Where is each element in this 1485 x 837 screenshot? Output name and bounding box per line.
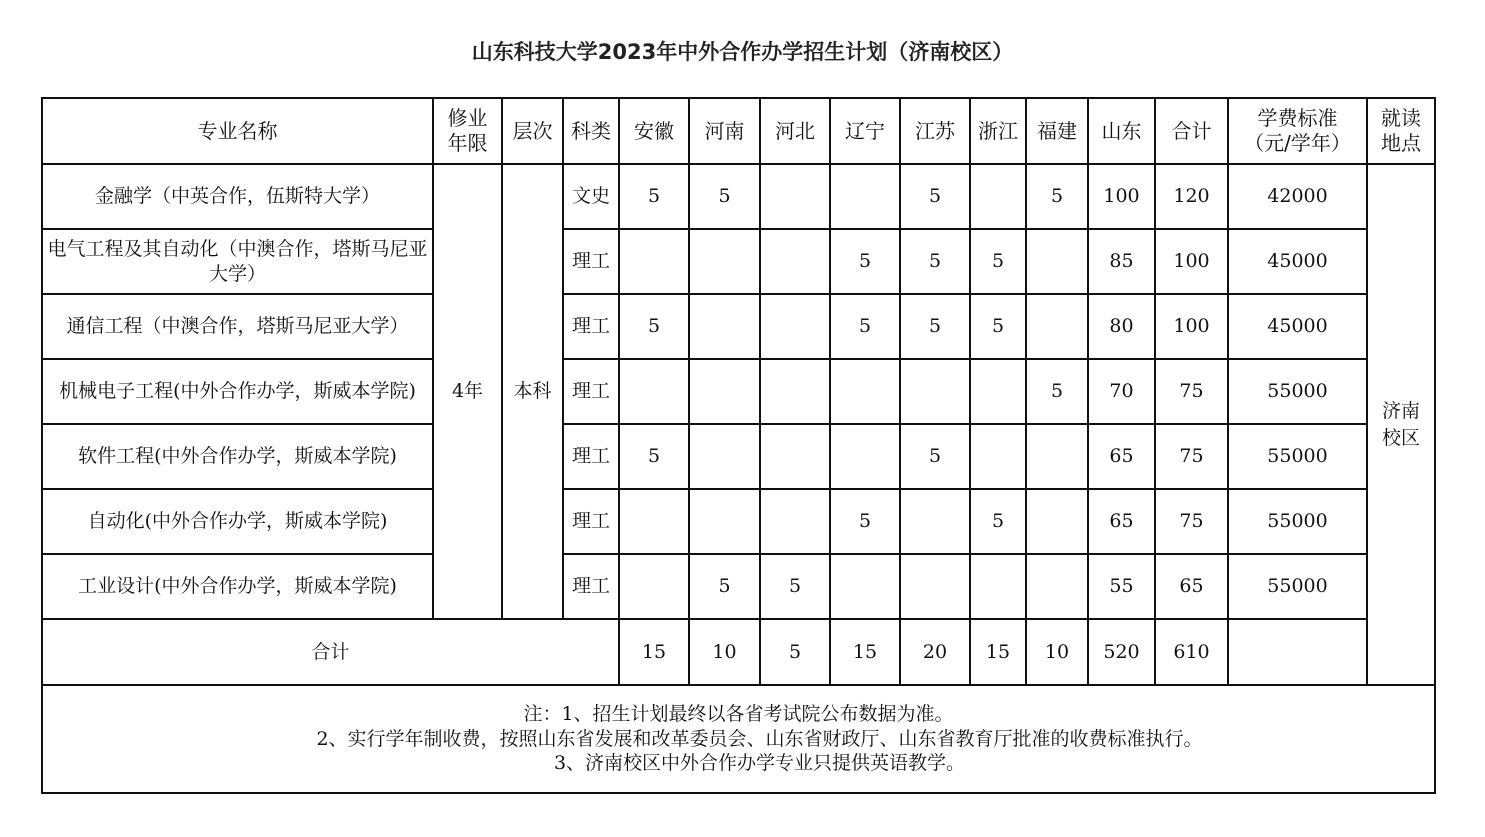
count-cell [689, 229, 760, 294]
page-title: 山东科技大学2023年中外合作办学招生计划（济南校区） [471, 40, 1014, 64]
header-level: 层次 [502, 98, 563, 164]
count-cell [760, 294, 830, 359]
major-name: 机械电子工程(中外合作办学，斯威本学院) [42, 359, 433, 424]
notes-cell [42, 685, 1435, 793]
count-cell: 5 [900, 294, 970, 359]
total-count-cell: 10 [689, 619, 760, 685]
tuition-cell: 55000 [1228, 554, 1367, 619]
note-line-1: 注：1、招生计划最终以各省考试院公布数据为准。 [523, 702, 954, 725]
row-total-cell: 75 [1155, 424, 1228, 489]
header-province-henan: 河南 [689, 98, 760, 164]
count-cell [970, 359, 1026, 424]
total-count-cell: 15 [970, 619, 1026, 685]
count-cell: 5 [1026, 164, 1088, 229]
total-count-cell: 520 [1088, 619, 1155, 685]
major-name: 自动化(中外合作办学，斯威本学院) [42, 489, 433, 554]
row-total-cell: 65 [1155, 554, 1228, 619]
count-cell [830, 164, 900, 229]
count-cell [760, 489, 830, 554]
total-count-cell: 15 [619, 619, 689, 685]
count-cell [689, 294, 760, 359]
count-cell [1026, 294, 1088, 359]
category-cell: 理工 [563, 489, 619, 554]
count-cell [760, 424, 830, 489]
count-cell: 5 [689, 554, 760, 619]
count-cell: 65 [1088, 489, 1155, 554]
count-cell [1026, 554, 1088, 619]
count-cell [970, 164, 1026, 229]
count-cell: 5 [970, 294, 1026, 359]
count-cell [689, 424, 760, 489]
count-cell [1026, 489, 1088, 554]
count-cell [619, 554, 689, 619]
tuition-cell: 55000 [1228, 424, 1367, 489]
totals-row [42, 619, 1435, 685]
row-total-cell: 75 [1155, 359, 1228, 424]
header-category: 科类 [563, 98, 619, 164]
count-cell: 5 [1026, 359, 1088, 424]
table-row [42, 294, 1435, 359]
header-province-shandong: 山东 [1088, 98, 1155, 164]
tuition-cell: 55000 [1228, 359, 1367, 424]
count-cell: 5 [970, 229, 1026, 294]
count-cell: 5 [830, 294, 900, 359]
header-total: 合计 [1155, 98, 1228, 164]
header-campus: 就读地点 [1367, 98, 1435, 164]
tuition-cell: 55000 [1228, 489, 1367, 554]
note-line-3: 3、济南校区中外合作办学专业只提供英语教学。 [553, 752, 966, 775]
count-cell [830, 554, 900, 619]
count-cell: 5 [830, 229, 900, 294]
count-cell [760, 229, 830, 294]
count-cell [1026, 229, 1088, 294]
major-name: 金融学（中英合作，伍斯特大学） [42, 164, 433, 229]
count-cell [830, 359, 900, 424]
header-province-fujian: 福建 [1026, 98, 1088, 164]
header-province-anhui: 安徽 [619, 98, 689, 164]
count-cell: 5 [619, 424, 689, 489]
count-cell [900, 489, 970, 554]
major-name: 软件工程(中外合作办学，斯威本学院) [42, 424, 433, 489]
table-row [42, 424, 1435, 489]
count-cell: 5 [689, 164, 760, 229]
category-cell: 理工 [563, 294, 619, 359]
tuition-cell: 45000 [1228, 294, 1367, 359]
grand-total-cell: 610 [1155, 619, 1228, 685]
major-name: 通信工程（中澳合作，塔斯马尼亚大学） [42, 294, 433, 359]
category-cell: 文史 [563, 164, 619, 229]
campus-cell: 济南校区 [1367, 164, 1435, 685]
header-duration: 修业年限 [433, 98, 502, 164]
header-major: 专业名称 [42, 98, 433, 164]
count-cell [970, 554, 1026, 619]
count-cell: 100 [1088, 164, 1155, 229]
count-cell [830, 424, 900, 489]
header-province-liaoning: 辽宁 [830, 98, 900, 164]
count-cell [970, 424, 1026, 489]
category-cell: 理工 [563, 229, 619, 294]
row-total-cell: 100 [1155, 229, 1228, 294]
header-row [42, 98, 1435, 164]
category-cell: 理工 [563, 424, 619, 489]
tuition-cell: 45000 [1228, 229, 1367, 294]
enrollment-plan-table [41, 97, 1436, 794]
count-cell: 5 [900, 424, 970, 489]
major-name: 电气工程及其自动化（中澳合作，塔斯马尼亚大学） [42, 229, 433, 294]
count-cell: 5 [900, 164, 970, 229]
row-total-cell: 120 [1155, 164, 1228, 229]
count-cell [900, 359, 970, 424]
duration-cell: 4年 [433, 164, 502, 619]
table-row [42, 229, 1435, 294]
table-row [42, 164, 1435, 229]
header-province-hebei: 河北 [760, 98, 830, 164]
count-cell: 55 [1088, 554, 1155, 619]
count-cell: 5 [830, 489, 900, 554]
count-cell: 80 [1088, 294, 1155, 359]
header-province-zhejiang: 浙江 [970, 98, 1026, 164]
header-province-jiangsu: 江苏 [900, 98, 970, 164]
count-cell: 5 [760, 554, 830, 619]
count-cell: 5 [619, 294, 689, 359]
count-cell: 65 [1088, 424, 1155, 489]
count-cell [619, 489, 689, 554]
count-cell: 5 [970, 489, 1026, 554]
total-count-cell: 20 [900, 619, 970, 685]
count-cell: 85 [1088, 229, 1155, 294]
count-cell [760, 359, 830, 424]
total-count-cell: 10 [1026, 619, 1088, 685]
count-cell [689, 359, 760, 424]
count-cell [619, 229, 689, 294]
count-cell [900, 554, 970, 619]
count-cell: 70 [1088, 359, 1155, 424]
category-cell: 理工 [563, 554, 619, 619]
major-name: 工业设计(中外合作办学，斯威本学院) [42, 554, 433, 619]
total-count-cell: 5 [760, 619, 830, 685]
table-row [42, 359, 1435, 424]
count-cell: 5 [619, 164, 689, 229]
tuition-cell: 42000 [1228, 164, 1367, 229]
total-count-cell: 15 [830, 619, 900, 685]
category-cell: 理工 [563, 359, 619, 424]
header-tuition: 学费标准（元/学年） [1228, 98, 1367, 164]
level-cell: 本科 [502, 164, 563, 619]
table-row [42, 489, 1435, 554]
row-total-cell: 75 [1155, 489, 1228, 554]
count-cell [760, 164, 830, 229]
totals-tuition-cell [1228, 619, 1367, 685]
count-cell [619, 359, 689, 424]
note-line-2: 2、实行学年制收费，按照山东省发展和改革委员会、山东省财政厅、山东省教育厅批准的收费标准执行。 [316, 727, 1203, 750]
count-cell [1026, 424, 1088, 489]
notes-row [42, 685, 1435, 793]
row-total-cell: 100 [1155, 294, 1228, 359]
totals-label: 合计 [42, 619, 619, 685]
count-cell [689, 489, 760, 554]
table-row [42, 554, 1435, 619]
count-cell: 5 [900, 229, 970, 294]
